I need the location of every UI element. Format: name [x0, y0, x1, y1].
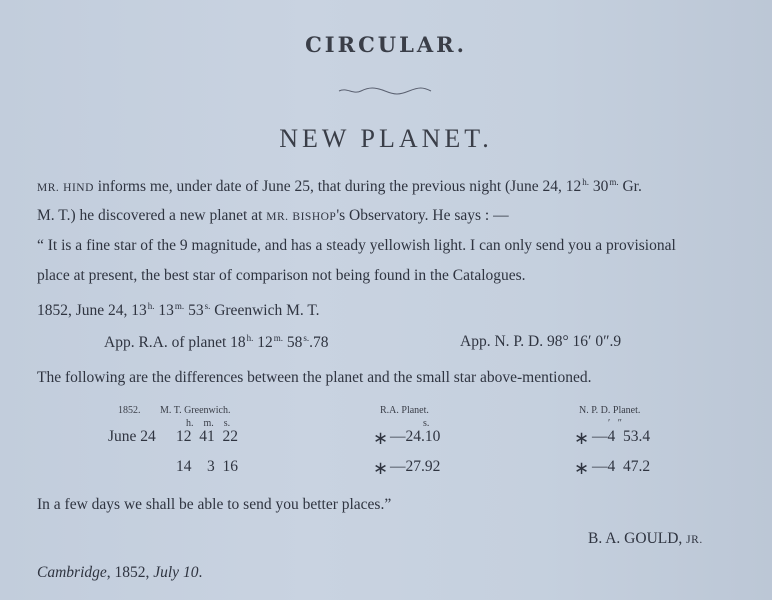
signature-name: B. A. GOULD,: [588, 530, 683, 547]
asterisk-icon: ∗: [574, 458, 590, 478]
north-polar-distance: App. N. P. D. 98° 16′ 0″.9: [460, 333, 622, 350]
name-hind: HIND: [63, 182, 94, 194]
closing-line: In a few days we shall be able to send you better places.”: [37, 496, 392, 513]
paragraph-text: informs me, under date of June 25, that during the previous night (June 24, 12: [93, 178, 582, 195]
sup-hours: h.: [582, 177, 589, 187]
sup-seconds: s.: [204, 301, 211, 311]
paragraph-line-2: [37, 207, 509, 225]
right-ascension: [104, 333, 329, 352]
signature-suffix: JR.: [686, 534, 703, 546]
mr-title: MR.: [266, 211, 289, 223]
obs-text: 53: [184, 302, 204, 319]
paragraph-line-1: [37, 177, 642, 196]
paragraph-text: 30: [588, 178, 609, 195]
col-ra-header: R.A. Planet.: [380, 405, 429, 416]
ra-text: .78: [309, 334, 329, 351]
ra-text: 58: [283, 334, 303, 351]
obs-text: Greenwich M. T.: [210, 302, 320, 319]
paragraph-text: 's Observatory. He says : —: [336, 207, 509, 224]
unit-seconds: s.: [423, 418, 430, 429]
row2-ra: —27.92: [390, 458, 441, 475]
sup-hours: h.: [246, 333, 254, 343]
quote-line-1: “ It is a fine star of the 9 magnitude, and has a steady yellowish light. I can only send you a provisional: [37, 237, 676, 254]
units-hms: h. m. s.: [186, 418, 231, 429]
ornament-rule: [337, 86, 433, 96]
paragraph-text: M. T.) he discovered a new planet at: [37, 207, 267, 224]
page-title: NEW PLANET.: [279, 124, 493, 153]
obs-text: 13: [154, 302, 174, 319]
differences-intro: The following are the differences between the planet and the small star above-mentioned.: [37, 369, 592, 386]
row1-ra: —24.10: [390, 428, 441, 445]
asterisk-icon: ∗: [574, 428, 590, 448]
col-mt-header: M. T. Greenwich.: [160, 405, 231, 416]
asterisk-icon: ∗: [373, 458, 389, 478]
paragraph-text: Gr.: [618, 178, 642, 195]
dateline-end: .: [198, 564, 203, 581]
dateline-year: , 1852,: [106, 564, 154, 581]
mr-title: MR.: [37, 182, 60, 194]
signature: [588, 530, 703, 548]
dateline-date: July 10: [153, 564, 199, 581]
col-year-header: 1852.: [118, 405, 141, 416]
circular-heading: CIRCULAR.: [305, 32, 467, 57]
unit-arc: ′ ″: [608, 418, 622, 429]
asterisk-icon: ∗: [373, 428, 389, 448]
row2-time: 14 3 16: [176, 458, 238, 475]
ra-text: 12: [253, 334, 273, 351]
name-bishop: BISHOP: [292, 211, 337, 223]
col-npd-header: N. P. D. Planet.: [579, 405, 641, 416]
observation-date: [37, 301, 320, 320]
sup-hours: h.: [147, 301, 155, 311]
sup-minutes: m.: [174, 301, 185, 311]
dateline: [37, 564, 202, 582]
row1-npd: —4 53.4: [592, 428, 651, 445]
sup-minutes: m.: [609, 177, 619, 187]
obs-text: 1852, June 24, 13: [37, 302, 147, 319]
sup-seconds: s.: [303, 333, 310, 343]
ra-text: App. R.A. of planet 18: [104, 334, 246, 351]
dateline-place: Cambridge: [37, 564, 107, 581]
row1-time: 12 41 22: [176, 428, 238, 445]
row2-npd: —4 47.2: [592, 458, 651, 475]
quote-line-2: place at present, the best star of comparison not being found in the Catalogues.: [37, 267, 526, 284]
row1-date: June 24: [108, 428, 156, 445]
sup-minutes: m.: [273, 333, 284, 343]
